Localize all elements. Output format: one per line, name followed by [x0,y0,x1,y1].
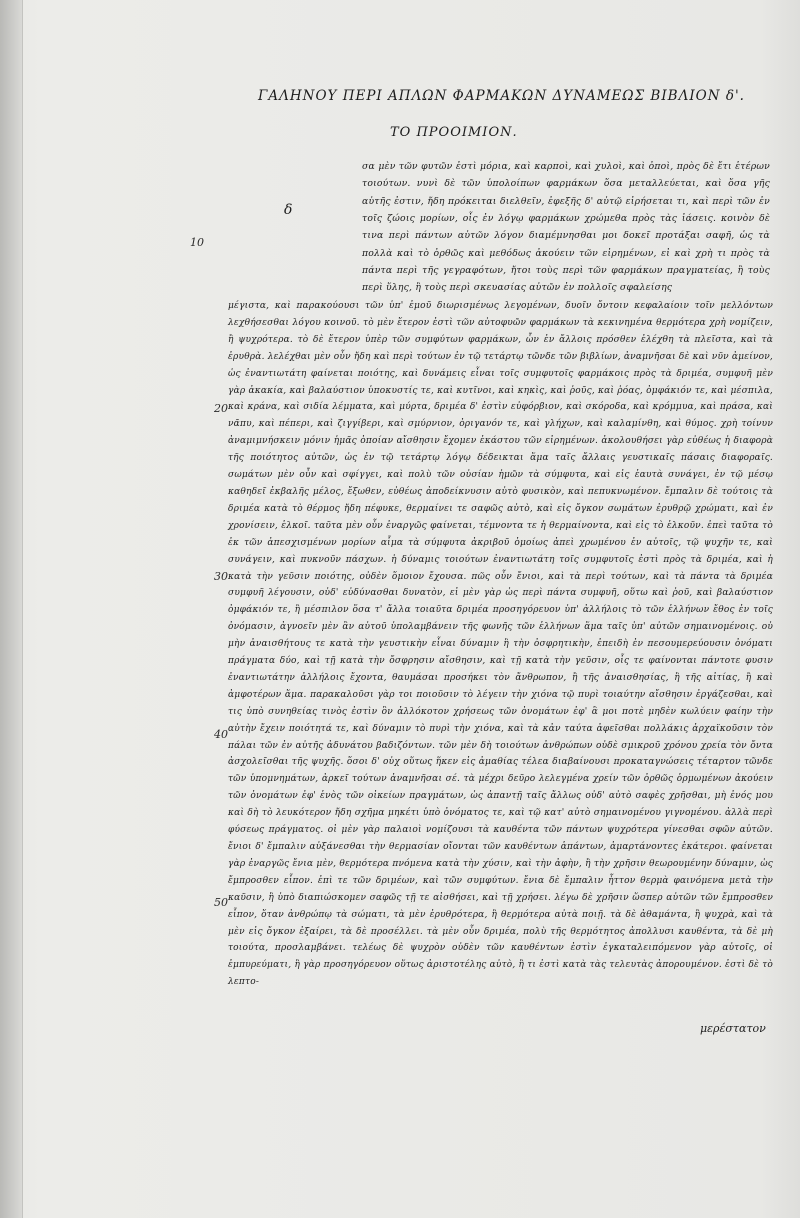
marginal-mark: δ [284,202,293,218]
catchword: μερέστατον [700,1022,766,1035]
running-head: ΓΑΛΗΝΟΥ ΠΕΡΙ ΑΠΛΩΝ ΦΑΡΜΑΚΩΝ ΔΥΝΑΜΕΩΣ ΒΙΒΛΙΟΝ δ'. [258,88,745,104]
opening-paragraph: σα μὲν τῶν φυτῶν ἐστὶ μόρια, καὶ καρποὶ, καὶ χυλοὶ, καὶ ὀποὶ, πρὸς δὲ ἔτι ἑτέρων τοιούτων. νυνὶ δὲ τῶν ὑπολοίπων φαρμάκων ὅσα μεταλλεύεται, καὶ ὅσα γῆς αὐτῆς ἐστιν, ἤδη πρόκειται διελθεῖν, ἐφεξῆς δ' αὐτῷ εἰρήσεται τι, καὶ περὶ τῶν ἐν τοῖς ζώοις μορίων, οἷς ἐν λόγῳ φαρμάκων χρώμεθα πρὸς τὰς ἰάσεις. κοινὸν δὲ τινα περὶ πάντων αὐτῶν λόγον διαμέμνησθαι μοι δοκεῖ προτάξαι σαφῆ, ὡς τὰ πολλὰ καὶ τὸ ὀρθῶς καὶ μεθόδως ἀκούειν τῶν εἰρημένων, εἰ καὶ χρὴ τι πρὸς τὰ πάντα περὶ τῆς γεγραφότων, ἤτοι τοὺς περὶ τῶν φαρμάκων πραγματείας, ἢ τοὺς περὶ ὕλης, ἢ τοὺς περὶ σκευασίας αὐτῶν ἐν πολλοῖς σφαλείσης [362,161,770,294]
page-binding-edge [0,0,23,1218]
line-number-10: 10 [190,236,204,249]
line-number-20: 20 [214,402,228,415]
body-text-main [228,298,773,991]
section-title: ΤΟ ΠΡΟΟΙΜΙΟΝ. [390,125,518,140]
line-number-30: 30 [214,570,228,583]
main-paragraph: μέγιστα, καὶ παρακούουσι τῶν ὑπ' ἐμοῦ διωρισμένως λεγομένων, δυοῖν ὄντοιν κεφαλαίοιν τοῖν μελλόντων λεχθήσεσθαι λόγου κοινοῦ. τὸ μὲν ἕτερον ἐστὶ τῶν αὐτοφυῶν φαρμάκων τὰ κεκινημένα θερμότερα χρὴ νομίζειν, ἢ ψυχρότερα. τὸ δὲ ἕτερον ὑπὲρ τῶν συμφύτων φαρμάκων, ὧν ἐν ἄλλοις πρόσθεν ἐλέχθη τὰ πλεῖστα, καὶ τὰ ἐρυθρὰ. λελέχθαι μὲν οὖν ἤδη καὶ περὶ τούτων ἐν τῷ τετάρτῳ τῶνδε τῶν βιβλίων, ἀναμνῆσαι δὲ καὶ νῦν ἀμείνον, ὡς ἐναντιωτάτη φαίνεται ποιότης, καὶ δυνάμεις εἶναι τοῖς συμφυτοῖς φαρμάκοις πρὸς τὰ δριμέα, συμφυῆ μὲν γὰρ ἀκακία, καὶ βαλαύστιον ὑποκυστίς τε, καὶ κυτῖνοι, καὶ κηκὶς, καὶ ῥοῦς, καὶ ῥόας, ὀμφάκιόν τε, καὶ μέσπιλα, καὶ κράνα, καὶ σιδία λέμματα, καὶ μύρτα, δριμέα δ' ἐστὶν εὐφόρβιον, καὶ σκόροδα, καὶ κρόμμυα, καὶ πράσα, καὶ νᾶπυ, καὶ πέπερι, καὶ ζιγγίβερι, καὶ σμύρνιον, ὀριγανόν τε, καὶ γλήχων, καὶ καλαμίνθη, καὶ θύμος. χρὴ τοίνυν ἀναμιμνήσκειν μόνιν ἡμᾶς ὁποίαν αἴσθησιν ἔχομεν ἑκάστου τῶν εἰρημένων. ἀκολουθήσει γὰρ εὐθέως ἡ διαφορὰ τῆς ποιότητος αὐτῶν, ὡς ἐν τῷ τετάρτῳ λόγῳ δέδεικται ἅμα ταῖς ἄλλαις γευστικαῖς πάσαις διαφοραῖς. σωμάτων μὲν οὖν καὶ σφίγγει, καὶ πολὺ τῶν οὐσίαν ἡμῶν τὰ σύμφυτα, καὶ εἰς ἑαυτὰ συνάγει, ἐν τῷ μέσῳ καθηδεῖ ἐκβαλῆς μέλος, ἔξωθεν, εὐθέως ἀποδείκνυσιν αὐτὸ φυσικὸν, καὶ πεπυκνωμένον. ἔμπαλιν δὲ τούτοις τὰ δριμέα κατὰ τὸ θέρμος ἤδη πέφυκε, θερμαίνει τε σαφῶς αὐτὸ, καὶ εἰς ὄγκον σωμάτων ἐρυθρῷ χρώματι, καὶ ἐν χρονίσειν, ἑλκοῖ. ταῦτα μὲν οὖν ἐναργῶς φαίνεται, τέμνοντα τε ἡ θερμαίνοντα, καὶ εἰς τὸ ἑλκοῦν. ἐπεὶ ταῦτα τὸ ἐκ τῶν ἀπεσχισμένων μορίων αἷμα τὰ σύμφυτα ἀκριβοῦ ὁμοίως ἀπεὶ χρωμένου ἐν αὐτοῖς, τῷ ψυχῆν τε, καὶ συνάγειν, καὶ πυκνοῦν πάσχων. ἡ δύναμις τοιούτων ἐναντιωτάτη τοῖς συμφυτοῖς ἐστὶ πρὸς τὰ δριμέα, καὶ ἡ κατὰ τὴν γεῦσιν ποιότης, οὐδὲν ὅμοιον ἔχουσα. πῶς οὖν ἔνιοι, καὶ τὰ περὶ τούτων, καὶ τὰ πάντα τὰ δριμέα συμφυῆ λέγουσιν, οὐδ' εὐδύνασθαι δυνατὸν, εἰ μὲν γὰρ ὡς περὶ πάντα συμφυῆ, οὕτω καὶ ῥοῦ, καὶ βαλαύστιον ὀμφάκιόν τε, ἢ μέσπιλον ὅσα τ' ἄλλα τοιαῦτα δριμέα προσηγόρευον ὑπ' ἀλλήλοις τὸ τῶν ἑλλήνων ἔθος ἐν τοῖς ὀνόμασιν, ἀγνοεῖν μὲν ἂν αὐτοῦ ὑπολαμβάνειν τῆς φωνῆς τῶν ἑλλήνων ἅμα ταῖς ὑπ' αὐτῶν σημαινομένοις. οὐ μὴν ἀναισθήτους τε κατὰ τὴν γευστικὴν εἶναι δύναμιν ἢ τὴν ὀσφρητικὴν, ἐπειδὴ ἐν πεσουμερεύουσιν ὀνόματι πράγματα δύο, καὶ τῇ κατὰ τὴν ὄσφρησιν αἴσθησιν, καὶ τῇ κατὰ τὴν γεῦσιν, οἷς τε φαίνονται πάντοτε φυσιν ἐναντιωτάτην ἀλλήλοις ἔχοντα, θαυμάσαι προσήκει τὸν ἄνθρωπον, ἢ τῆς ἀναισθησίας, ἢ τῆς αἰτίας, ἢ καὶ ἀμφοτέρων ἅμα. παρακαλοῦσι γὰρ τοι ποιοῦσιν τὸ λέγειν τὴν χιόνα τῷ πυρὶ τοιαύτην αἴσθησιν ἐργάζεσθαι, καὶ τις ὑπὸ συνηθείας τινὸς ἐστὶν ὃν ἀλλόκοτον χρήσεως τῶν ὀνομάτων ἐφ' ἃ μοι ποτὲ μηδὲν κωλύειν φαίην τὴν αὐτὴν ἔχειν ποιότητά τε, καὶ δύναμιν τὸ πυρὶ τὴν χιόνα, καὶ τὰ κἀν ταύτα ἀφεῖσθαι πολλάκις ἀρχαϊκοῦσιν τὸν πάλαι τῶν ἐν αὐτῆς ἀδυνάτου βαδιζόντων. τῶν μὲν δὴ τοιούτων ἀνθρώπων οὐδὲ σμικροῦ χρόνου χρεία τὸν ὄντα ἀσχολεῖσθαι τῆς ψυχῆς. ὅσοι δ' οὐχ οὕτως ἥκεν εἰς ἀμαθίας τέλεα διαβαίνουσι προκαταγνώσεις τέταρτον τῶνδε τῶν ὑπομνημάτων, ἀρκεῖ τούτων ἀναμνῆσαι σέ. τὰ μέχρι δεῦρο λελεγμένα χρείν τῶν ὀρθῶς ὁρμωμένων ἀκούειν τῶν ὀνομάτων ἐφ' ἑνὸς τῶν οἰκείων πραγμάτων, ὡς ἀπαντῇ ταῖς ἄλλως οὐδ' αὐτὸ σαφὲς χρῆσθαι, μὴ ἐνός μου καὶ δὴ τὸ λευκότερον ἤδη σχῆμα μηκέτι ὑπὸ ὀνόματος τε, καὶ τῷ κατ' αὐτὸ σημαινομένου γιγνομένου. ἀλλὰ περὶ φύσεως πράγματος. οἱ μὲν γὰρ παλαιοὶ νομίζουσι τὰ καυθέντα τῶν πάντων ψυχρότερα γίνεσθαι σφῶν αὐτῶν. ἔνιοι δ' ἔμπαλιν αὐξάνεσθαι τὴν θερμασίαν οἴονται τῶν καυθέντων ἁπάντων, ἁμαρτάνοντες ἑκάτεροι. φαίνεται γὰρ ἐναργῶς ἔνια μὲν, θερμότερα πνόμενα κατὰ τὴν χύσιν, καὶ τὴν ἀφὴν, ἢ τὴν χρῆσιν θεωρουμένην δύναμιν, ὡς ἔμπροσθεν εἶπον. ἐπὶ τε τῶν δριμέων, καὶ τῶν συμφύτων. ἔνια δὲ ἔμπαλιν ἧττον θερμὰ φαινόμενα μετὰ τὴν καῦσιν, ἢ ὑπὸ διαπιώσκομεν σαφῶς τῇ τε αἰσθήσει, καὶ τῇ χρήσει. λέγω δὲ χρῆσιν ὥσπερ αὐτῶν τῶν ἔμπροσθεν εἶπον, ὅταν ἀνθρώπῳ τὰ σώματι, τὰ μὲν ἐρυθρότερα, ἢ θερμότερα αὐτὰ ποιῇ. τὰ δὲ ἀθαμάντα, ἢ ψυχρὰ, καὶ τὰ μὲν εἰς ὄγκον ἐξαίρει, τὰ δὲ προσέλλει. τὰ μὲν οὖν δριμέα, πολὺ τῆς θερμότητος ἀπολλυσι καυθέντα, τὰ δὲ μὴ τοιούτα, προσλαμβάνει. τελέως δὲ ψυχρὸν οὐδὲν τῶν καυθέντων ἐστὶν ἐγκαταλειπόμενον γὰρ αὐτοῖς, οἱ ἐμπυρεύματι, ἢ γὰρ προσηγόρευον οὕτως ἀριστοτέλης αὐτὸ, ἢ τι ἐστὶ κατὰ τὰς τελευτὰς ἀπορουμένον. ἐστὶ δὲ τὸ λεπτο- [228,301,773,988]
body-text-opening [362,158,770,297]
line-number-50: 50 [214,896,228,909]
line-number-40: 40 [214,728,228,741]
